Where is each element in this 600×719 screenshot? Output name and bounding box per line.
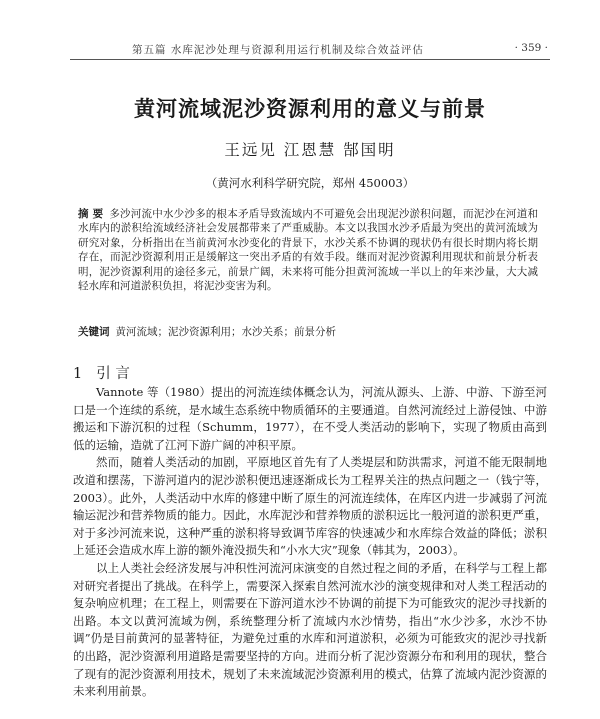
abstract-text: 多沙河流中水少沙多的根本矛盾导致流域内不可避免会出现泥沙淤积问题，而泥沙在河道和水库内的淤积给流域经济社会发展都带来了严重威胁。本文以我国水沙矛盾最为突出的黄河流域为研究对象，分析指出在当前黄河水沙变化的背景下，水沙关系不协调的现状仍有很长时期内将长期存在，而泥沙资源利用正是缓解这一突出矛盾的有效手段。继而对泥沙资源利用现状和前景分析表明，泥沙资源利用的途径多元，前景广阔，未来将可能分担黄河流域一半以上的年来沙量，大大减轻水库和河道淤积负担，将泥沙变害为利。 (78, 208, 539, 293)
running-header (70, 42, 548, 58)
abstract-label: 摘 要 (78, 208, 104, 220)
paragraph: 以上人类社会经济发展与冲积性河流河床演变的自然过程之间的矛盾，在科学与工程上都对研究者提出了挑战。在科学上，需要深入探索自然河流水沙的演变规律和对人类工程活动的复杂响应机理；在工程上，则需要在下游河道水沙不协调的前提下为可能致灾的泥沙寻找新的出路。本文以黄河流域为例，系统整理分析了流域内水沙情势，指出“水少沙多，水沙不协调”仍是目前黄河的显著特征，为避免过重的水库和河道淤积，必须为可能致灾的泥沙寻找新的出路，泥沙资源利用道路是需要坚持的方向。进而分析了泥沙资源分布和利用的现状，整合了现有的泥沙资源利用技术，规划了未来流域泥沙资源利用的模式，估算了流域内泥沙资源的未来利用前景。 (73, 560, 547, 699)
abstract (78, 207, 538, 293)
section-heading (73, 362, 130, 383)
running-header-title: 第五篇 水库泥沙处理与资源利用运行机制及综合效益评估 (132, 44, 424, 56)
keywords-label: 关键词 (78, 326, 110, 338)
paragraph: Vannote 等（1980）提出的河流连续体概念认为，河流从源头、上游、中游、下游至河口是一个连续的系统，是水域生态系统中物质循环的主要通道。自然河流经过上游侵蚀、中游搬运和下游沉积的过程（Schumm，1977），在不受人类活动的影响下，实现了物质由高到低的运输，造就了江河下游广阔的冲积平原。 (73, 385, 547, 452)
author-list: 王远见 江恩慧 郜国明 (224, 141, 396, 159)
keywords (78, 324, 538, 339)
paragraph: 然而，随着人类活动的加剧，平原地区首先有了人类堤层和防洪需求，河道不能无限制地改道和摆荡，下游河道内的泥沙淤积便迅速逐渐成长为工程界关注的热点问题之一（钱宁等，2003）。此外，人类活动中水库的修建中断了原生的河流连续体，在库区内进一步减弱了河流输运泥沙和营养物质的能力。因此，水库泥沙和营养物质的淤积远比一般河道的淤积更严重，对于多沙河流来说，这种严重的淤积将导致调节库容的快速减少和水库综合效益的降低；淤积上延还会造成水库上游的额外淹没损失和“小水大灾”现象（韩其为，2003）。 (73, 455, 547, 558)
body-text (73, 384, 547, 701)
section-number: 1 (73, 366, 83, 382)
keywords-text: 黄河流域；泥沙资源利用；水沙关系；前景分析 (115, 326, 336, 338)
affiliation: （黄河水利科学研究院，郑州 450003） (205, 176, 415, 190)
paper-title: 黄河流域泥沙资源利用的意义与前景 (134, 96, 486, 121)
section-title: 引 言 (96, 366, 130, 382)
header-rule (70, 59, 550, 60)
page-number: · 359 · (514, 42, 548, 54)
